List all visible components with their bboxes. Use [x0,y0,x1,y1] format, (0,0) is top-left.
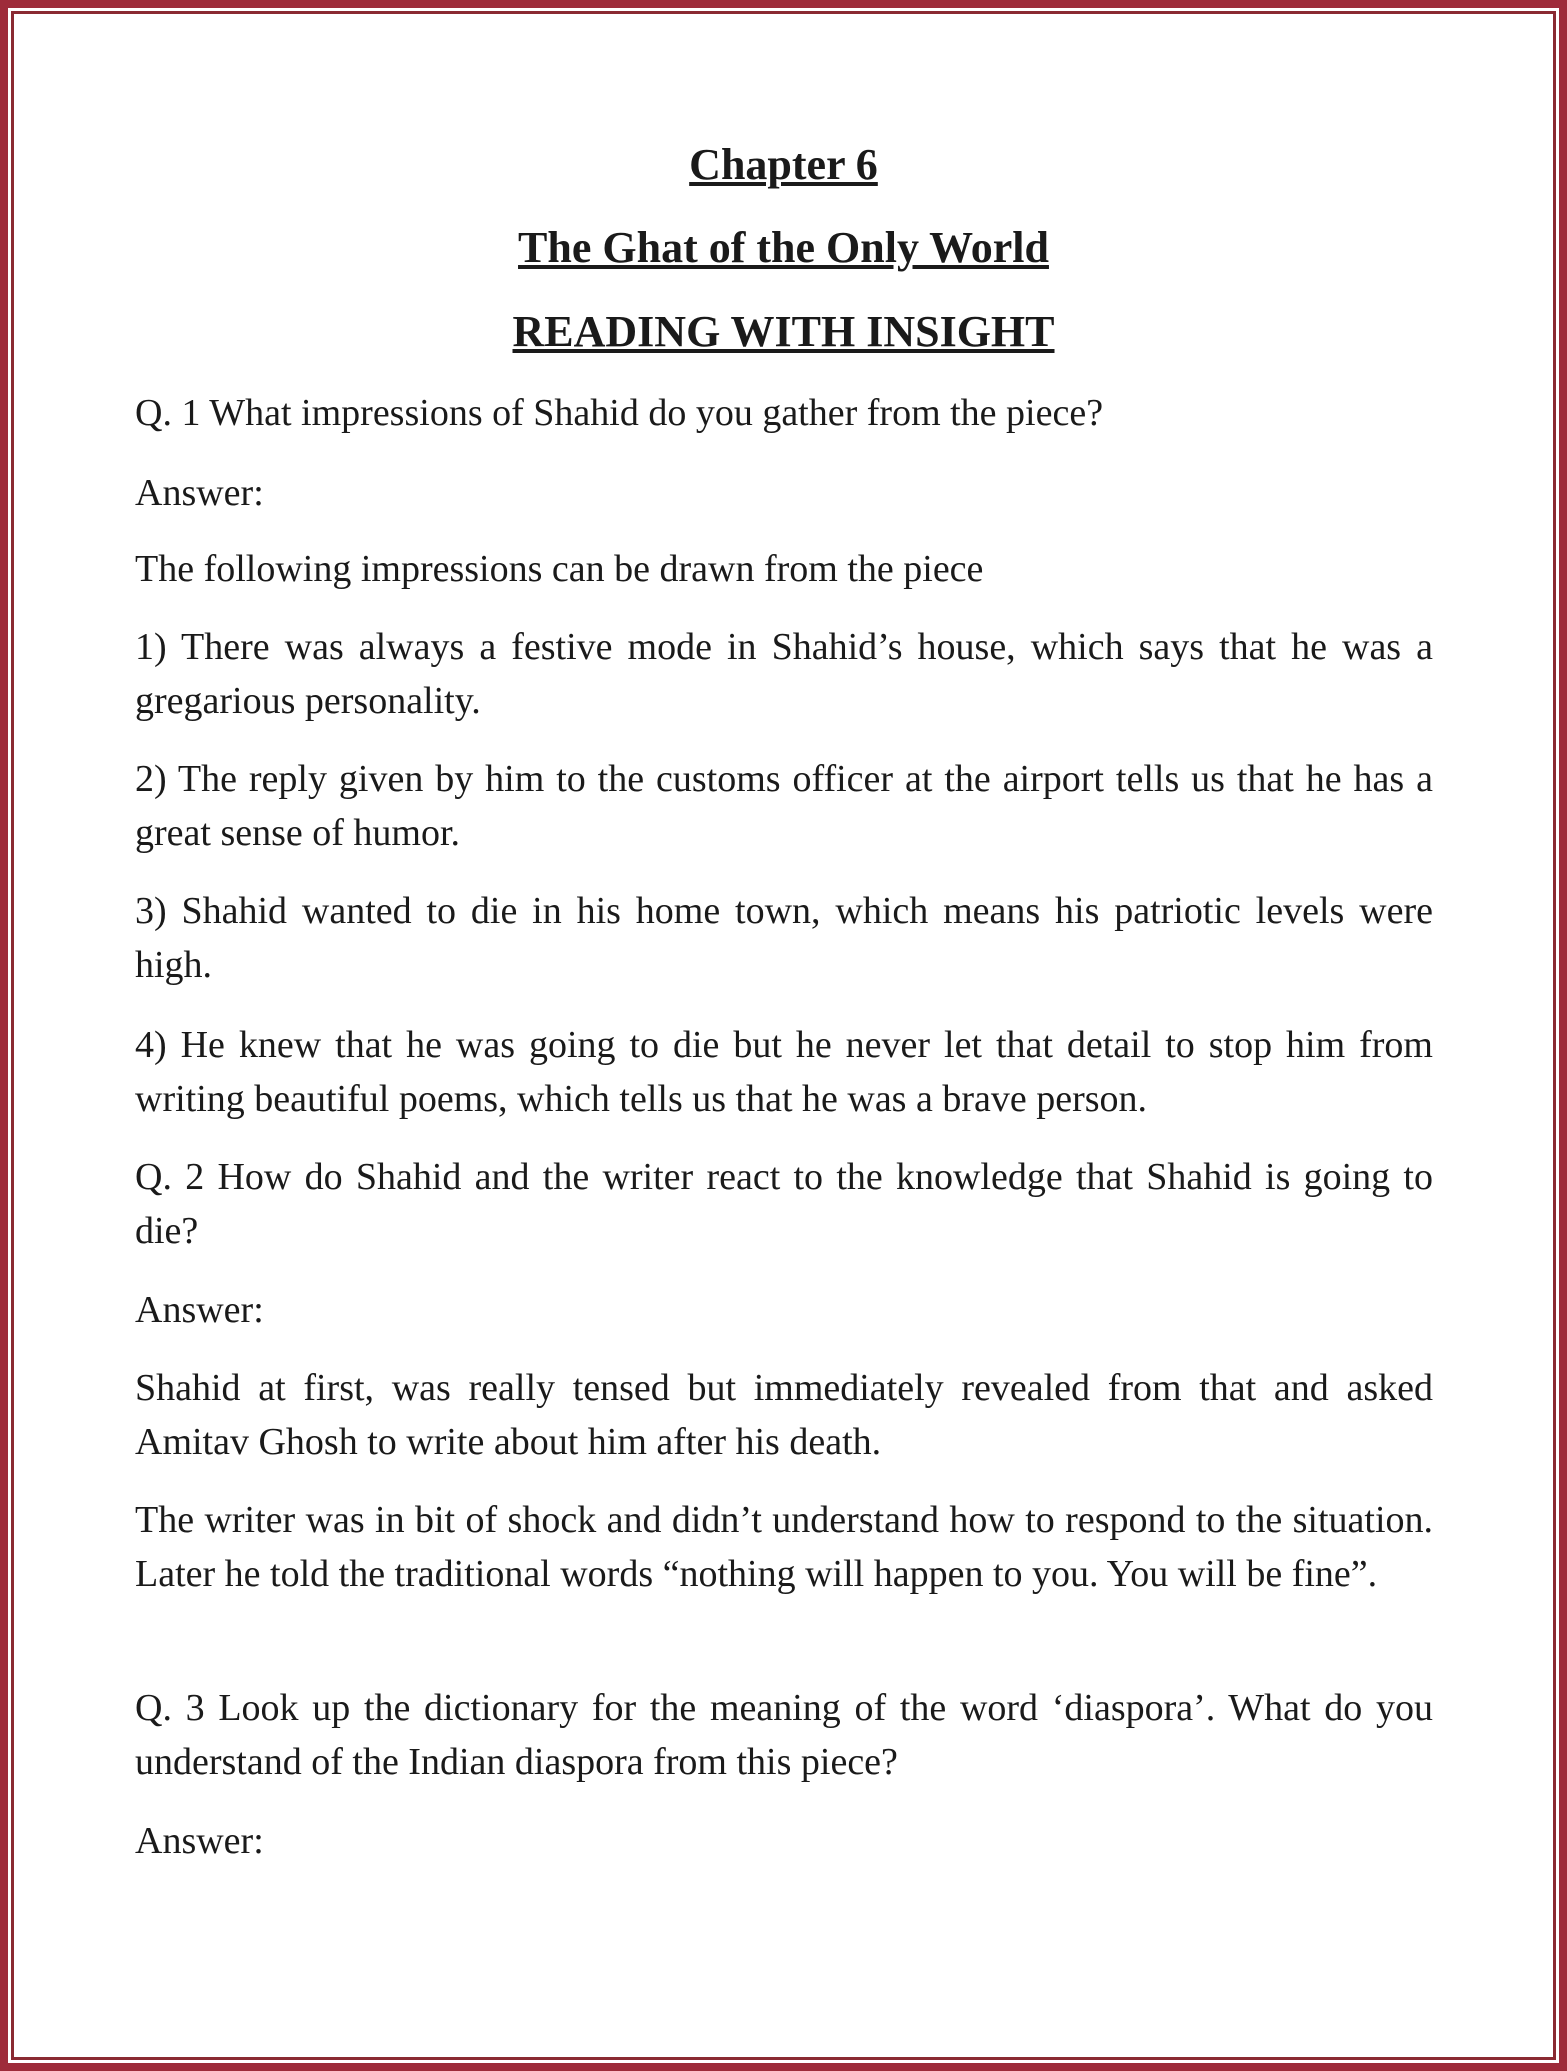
chapter-heading: Chapter 6 [689,140,878,189]
question-3: Q. 3 Look up the dictionary for the meaning of the word ‘diaspora’. What do you understand of the Indian diaspora from this piece? [135,1687,1433,1783]
answer-label: Answer: [135,1820,264,1862]
section-heading: READING WITH INSIGHT [512,307,1055,356]
answer-intro: The following impressions can be drawn from the piece [135,548,984,590]
answer-label: Answer: [135,1289,264,1331]
answer-paragraph: The writer was in bit of shock and didn’t understand how to respond to the situation. Later he told the traditional words “nothing will happen to you. You will be fine”. [135,1499,1433,1595]
answer-label: Answer: [135,472,264,514]
answer-paragraph: Shahid at first, was really tensed but immediately revealed from that and asked Amitav Ghosh to write about him after his death. [135,1367,1433,1463]
answer-point-2: 2) The reply given by him to the customs officer at the airport tells us that he has a great sense of humor. [135,758,1433,854]
answer-point-4: 4) He knew that he was going to die but he never let that detail to stop him from writing beautiful poems, which tells us that he was a brave person. [135,1024,1433,1120]
answer-point-1: 1) There was always a festive mode in Shahid’s house, which says that he was a gregarious personality. [135,626,1433,722]
question-2: Q. 2 How do Shahid and the writer react to the knowledge that Shahid is going to die? [135,1156,1433,1252]
chapter-title: The Ghat of the Only World [518,223,1049,272]
question-1: Q. 1 What impressions of Shahid do you gather from the piece? [135,392,1104,434]
answer-point-3: 3) Shahid wanted to die in his home town, which means his patriotic levels were high. [135,890,1433,986]
